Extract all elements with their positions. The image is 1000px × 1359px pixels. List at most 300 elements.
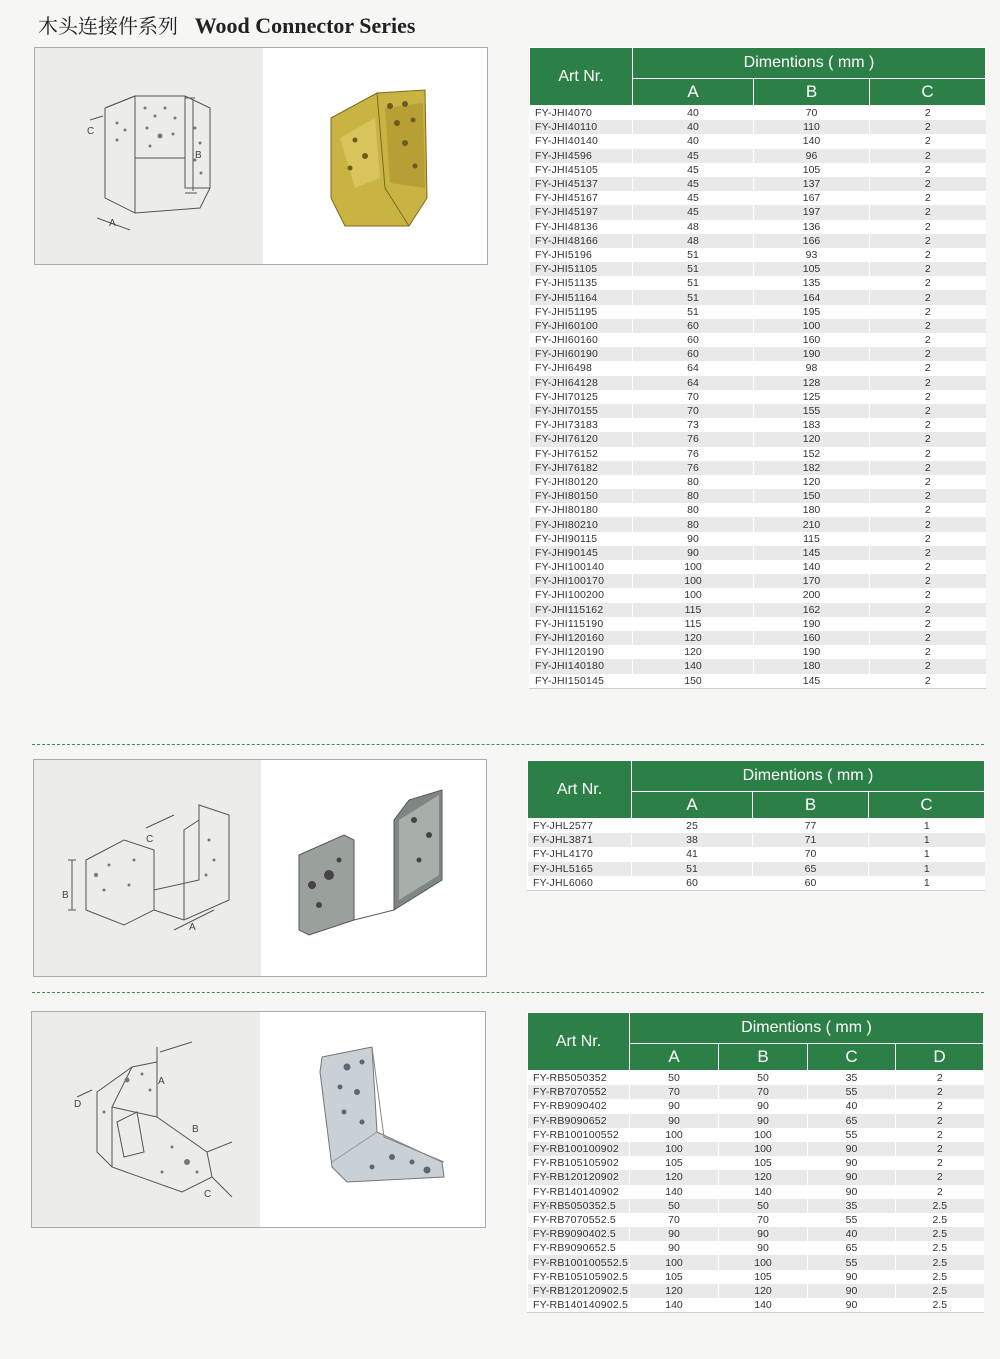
dimension-cell: 2 [870,191,986,205]
dimension-cell: 2 [870,390,986,404]
table-row [530,503,986,517]
page-title [38,10,416,39]
dimension-cell: 64 [633,361,754,375]
dimension-cell: 137 [754,177,870,191]
dimension-cell: 115 [754,532,870,546]
dimension-cell: 90 [808,1298,896,1313]
table-row [530,262,986,276]
dimension-cell: 93 [754,248,870,262]
dimension-cell: 2 [870,617,986,631]
dimension-cell: 90 [808,1270,896,1284]
dimension-cell: 145 [754,546,870,560]
dimensions-header: Dimentions ( mm ) [633,48,986,79]
jhi-label-a: A [109,218,116,229]
dimension-cell: 48 [633,220,754,234]
dimension-cell: 2 [870,631,986,645]
art-nr-header: Art Nr. [530,48,633,106]
dimension-cell: 40 [633,106,754,121]
dimension-cell: 140 [754,560,870,574]
dimension-cell: 105 [630,1270,719,1284]
table-row [528,1128,984,1142]
table-row [528,1213,984,1227]
dimension-cell: 90 [808,1156,896,1170]
dimension-cell: 90 [633,546,754,560]
table-row [530,418,986,432]
art-number-cell: FY-RB5050352 [528,1071,630,1086]
table-row [528,847,985,861]
table-row [530,404,986,418]
dimension-cell: 51 [633,276,754,290]
art-number-cell: FY-JHL6060 [528,876,632,891]
art-number-cell: FY-JHI70125 [530,390,633,404]
table-row [530,546,986,560]
art-number-cell: FY-JHI51195 [530,305,633,319]
dimension-cell: 2.5 [896,1241,984,1255]
dimension-cell: 2 [870,645,986,659]
art-number-cell: FY-RB105105902.5 [528,1270,630,1284]
dimension-cell: 2 [896,1085,984,1099]
dimension-cell: 2 [870,503,986,517]
dimension-cell: 183 [754,418,870,432]
dimension-cell: 2 [870,376,986,390]
table-row [530,177,986,191]
product-panel-jhi [34,47,488,265]
art-number-cell: FY-JHI45105 [530,163,633,177]
rb-label-c: C [204,1189,212,1200]
dimension-cell: 200 [754,588,870,602]
dimension-cell: 2.5 [896,1213,984,1227]
dimension-cell: 51 [633,305,754,319]
art-number-cell: FY-JHI120190 [530,645,633,659]
dimension-cell: 105 [630,1156,719,1170]
dimension-cell: 135 [754,276,870,290]
dimension-cell: 162 [754,603,870,617]
art-number-cell: FY-JHI4596 [530,149,633,163]
table-row [528,1085,984,1099]
dimension-cell: 2 [870,149,986,163]
dimension-cell: 140 [630,1298,719,1313]
dimension-cell: 105 [754,163,870,177]
dimension-cell: 98 [754,361,870,375]
table-row [528,1170,984,1184]
dimension-cell: 210 [754,517,870,531]
dimension-cell: 45 [633,191,754,205]
dimension-cell: 182 [754,461,870,475]
jhl-illustration [34,760,486,976]
table-row [530,205,986,219]
dimension-cell: 90 [630,1099,719,1113]
table-row [530,489,986,503]
dimension-cell: 2 [870,432,986,446]
art-number-cell: FY-RB9090652 [528,1114,630,1128]
dimension-cell: 51 [632,862,753,876]
dimension-cell: 2 [870,546,986,560]
dimension-cell: 80 [633,503,754,517]
jhl-label-a: A [189,922,196,933]
dimension-cell: 55 [808,1128,896,1142]
table-row [528,1227,984,1241]
art-number-cell: FY-RB9090652.5 [528,1241,630,1255]
rb-label-d: D [74,1099,82,1110]
dimension-cell: 167 [754,191,870,205]
dimension-cell: 152 [754,447,870,461]
dimension-cell: 70 [719,1085,808,1099]
table-row [528,1142,984,1156]
dimension-cell: 128 [754,376,870,390]
dimension-cell: 2.5 [896,1284,984,1298]
dimension-cell: 48 [633,234,754,248]
dimension-cell: 90 [719,1114,808,1128]
table-row [528,1114,984,1128]
spec-table-jhi [529,47,986,689]
dimension-cell: 73 [633,418,754,432]
dimension-cell: 2 [870,205,986,219]
table-row [530,276,986,290]
art-number-cell: FY-JHL2577 [528,819,632,834]
table-row [530,461,986,475]
dimension-cell: 2 [870,361,986,375]
dimension-cell: 55 [808,1085,896,1099]
dimension-cell: 60 [633,333,754,347]
dimensions-header: Dimentions ( mm ) [632,761,985,792]
dimensions-header: Dimentions ( mm ) [630,1013,984,1044]
dimension-cell: 2 [870,333,986,347]
col-c-header: C [870,79,986,106]
table-row [530,305,986,319]
dimension-cell: 120 [633,631,754,645]
dimension-cell: 90 [630,1241,719,1255]
dimension-cell: 1 [869,833,985,847]
table-row [530,361,986,375]
dimension-cell: 150 [754,489,870,503]
dimension-cell: 197 [754,205,870,219]
dimension-cell: 90 [633,532,754,546]
table-row [528,1255,984,1269]
dimension-cell: 65 [808,1114,896,1128]
dimension-cell: 2 [870,220,986,234]
section-divider [32,744,984,745]
jhl-label-c: C [146,834,154,845]
dimension-cell: 2 [870,319,986,333]
art-number-cell: FY-JHI45137 [530,177,633,191]
dimension-cell: 70 [630,1085,719,1099]
dimension-cell: 2 [870,163,986,177]
col-b-header: B [753,792,869,819]
title-english: Wood Connector Series [194,13,416,38]
dimension-cell: 76 [633,447,754,461]
dimension-cell: 2.5 [896,1227,984,1241]
art-number-cell: FY-JHI100200 [530,588,633,602]
dimension-cell: 110 [754,120,870,134]
art-number-cell: FY-RB120120902 [528,1170,630,1184]
dimension-cell: 76 [633,432,754,446]
dimension-cell: 2 [870,106,986,121]
dimension-cell: 2.5 [896,1298,984,1313]
dimension-cell: 25 [632,819,753,834]
table-row [530,220,986,234]
art-number-cell: FY-RB120120902.5 [528,1284,630,1298]
table-row [528,1241,984,1255]
dimension-cell: 2 [896,1114,984,1128]
dimension-cell: 140 [719,1298,808,1313]
table-row [530,248,986,262]
table-row [530,120,986,134]
table-row [530,333,986,347]
dimension-cell: 120 [754,475,870,489]
dimension-cell: 2 [896,1142,984,1156]
dimension-cell: 100 [633,588,754,602]
dimension-cell: 90 [719,1227,808,1241]
table-row [530,290,986,304]
table-row [528,1099,984,1113]
dimension-cell: 41 [632,847,753,861]
dimension-cell: 164 [754,290,870,304]
table-row [530,645,986,659]
col-a-header: A [632,792,753,819]
art-number-cell: FY-RB105105902 [528,1156,630,1170]
art-number-cell: FY-JHI73183 [530,418,633,432]
spec-table-jhl [527,760,985,891]
art-number-cell: FY-JHL3871 [528,833,632,847]
art-number-cell: FY-JHI60160 [530,333,633,347]
jhi-label-b: B [195,150,202,161]
art-number-cell: FY-JHI90145 [530,546,633,560]
art-number-cell: FY-RB9090402 [528,1099,630,1113]
art-number-cell: FY-JHI76182 [530,461,633,475]
dimension-cell: 90 [719,1241,808,1255]
dimension-cell: 125 [754,390,870,404]
art-number-cell: FY-JHI76120 [530,432,633,446]
dimension-cell: 115 [633,617,754,631]
dimension-cell: 166 [754,234,870,248]
dimension-cell: 2 [896,1185,984,1199]
art-number-cell: FY-JHI115190 [530,617,633,631]
rb-label-a: A [158,1076,165,1087]
table-row [530,134,986,148]
dimension-cell: 190 [754,347,870,361]
dimension-cell: 2 [870,248,986,262]
table-row [530,163,986,177]
art-number-cell: FY-JHI6498 [530,361,633,375]
dimension-cell: 60 [633,319,754,333]
dimension-cell: 105 [754,262,870,276]
dimension-cell: 120 [719,1170,808,1184]
table-row [528,1298,984,1313]
dimension-cell: 2 [870,120,986,134]
table-row [530,106,986,121]
art-number-cell: FY-JHI51135 [530,276,633,290]
art-number-cell: FY-JHI80180 [530,503,633,517]
table-row [530,574,986,588]
table-row [530,617,986,631]
art-number-cell: FY-RB7070552.5 [528,1213,630,1227]
art-number-cell: FY-RB100100552.5 [528,1255,630,1269]
table-row [528,876,985,891]
art-number-cell: FY-JHI48166 [530,234,633,248]
art-number-cell: FY-RB100100552 [528,1128,630,1142]
table-row [528,819,985,834]
dimension-cell: 136 [754,220,870,234]
table-row [530,432,986,446]
dimension-cell: 50 [630,1199,719,1213]
dimension-cell: 120 [633,645,754,659]
table-row [530,234,986,248]
art-number-cell: FY-RB9090402.5 [528,1227,630,1241]
dimension-cell: 2 [870,305,986,319]
dimension-cell: 115 [633,603,754,617]
table-row [530,376,986,390]
dimension-cell: 40 [808,1099,896,1113]
dimension-cell: 2 [870,603,986,617]
rb-photo [320,1047,444,1182]
dimension-cell: 2 [870,447,986,461]
table-row [530,560,986,574]
dimension-cell: 2.5 [896,1270,984,1284]
dimension-cell: 2.5 [896,1199,984,1213]
table-row [530,347,986,361]
section-divider [32,992,984,993]
dimension-cell: 90 [808,1185,896,1199]
dimension-cell: 120 [630,1170,719,1184]
dimension-cell: 2 [870,404,986,418]
art-number-cell: FY-JHI40140 [530,134,633,148]
dimension-cell: 50 [719,1199,808,1213]
title-chinese: 木头连接件系列 [38,14,178,38]
table-row [528,1199,984,1213]
jhl-label-b: B [62,890,69,901]
dimension-cell: 45 [633,177,754,191]
table-row [528,1071,984,1086]
table-row [530,191,986,205]
dimension-cell: 2 [870,517,986,531]
art-number-cell: FY-JHI70155 [530,404,633,418]
col-c-header: C [808,1044,896,1071]
art-number-cell: FY-RB7070552 [528,1085,630,1099]
table-row [530,659,986,673]
dimension-cell: 51 [633,248,754,262]
jhi-label-c: C [87,126,95,137]
dimension-cell: 145 [754,674,870,689]
table-row [530,588,986,602]
dimension-cell: 35 [808,1199,896,1213]
rb-illustration [32,1012,485,1227]
dimension-cell: 50 [630,1071,719,1086]
art-number-cell: FY-JHI4070 [530,106,633,121]
art-number-cell: FY-JHI51164 [530,290,633,304]
product-panel-jhl [33,759,487,977]
art-number-cell: FY-RB140140902.5 [528,1298,630,1313]
dimension-cell: 120 [719,1284,808,1298]
dimension-cell: 2 [870,475,986,489]
table-row [528,862,985,876]
table-row [528,1284,984,1298]
dimension-cell: 71 [753,833,869,847]
dimension-cell: 100 [633,560,754,574]
col-c-header: C [869,792,985,819]
dimension-cell: 2 [870,674,986,689]
table-row [530,517,986,531]
dimension-cell: 120 [754,432,870,446]
dimension-cell: 35 [808,1071,896,1086]
jhi-illustration [35,48,487,264]
art-number-cell: FY-RB100100902 [528,1142,630,1156]
dimension-cell: 76 [633,461,754,475]
dimension-cell: 55 [808,1255,896,1269]
art-number-cell: FY-JHI60100 [530,319,633,333]
dimension-cell: 2 [870,418,986,432]
col-a-header: A [630,1044,719,1071]
dimension-cell: 180 [754,659,870,673]
art-number-cell: FY-JHI45197 [530,205,633,219]
rb-label-b: B [192,1124,199,1135]
dimension-cell: 170 [754,574,870,588]
art-number-cell: FY-JHI80210 [530,517,633,531]
dimension-cell: 90 [808,1284,896,1298]
dimension-cell: 70 [630,1213,719,1227]
table-row [530,631,986,645]
dimension-cell: 1 [869,847,985,861]
dimension-cell: 96 [754,149,870,163]
dimension-cell: 2 [870,177,986,191]
dimension-cell: 100 [630,1255,719,1269]
table-row [528,1185,984,1199]
spec-table-rb [527,1012,984,1313]
dimension-cell: 2 [870,532,986,546]
dimension-cell: 2 [870,659,986,673]
art-number-cell: FY-JHL5165 [528,862,632,876]
dimension-cell: 45 [633,205,754,219]
dimension-cell: 40 [633,120,754,134]
table-row [528,833,985,847]
dimension-cell: 2 [870,276,986,290]
dimension-cell: 70 [633,404,754,418]
dimension-cell: 2 [870,262,986,276]
art-number-cell: FY-JHI120160 [530,631,633,645]
dimension-cell: 80 [633,489,754,503]
dimension-cell: 2 [870,489,986,503]
table-row [530,532,986,546]
table-row [530,674,986,689]
dimension-cell: 100 [633,574,754,588]
dimension-cell: 155 [754,404,870,418]
dimension-cell: 120 [630,1284,719,1298]
art-number-cell: FY-JHL4170 [528,847,632,861]
dimension-cell: 195 [754,305,870,319]
art-number-cell: FY-JHI115162 [530,603,633,617]
dimension-cell: 40 [633,134,754,148]
art-number-cell: FY-JHI140180 [530,659,633,673]
art-number-cell: FY-JHI100170 [530,574,633,588]
table-row [530,447,986,461]
dimension-cell: 70 [719,1213,808,1227]
art-number-cell: FY-JHI64128 [530,376,633,390]
table-row [530,319,986,333]
dimension-cell: 100 [630,1128,719,1142]
table-row [530,149,986,163]
dimension-cell: 2 [870,234,986,248]
dimension-cell: 140 [754,134,870,148]
dimension-cell: 1 [869,876,985,891]
dimension-cell: 50 [719,1071,808,1086]
dimension-cell: 100 [630,1142,719,1156]
dimension-cell: 77 [753,819,869,834]
art-number-cell: FY-JHI5196 [530,248,633,262]
art-number-cell: FY-JHI60190 [530,347,633,361]
dimension-cell: 190 [754,645,870,659]
dimension-cell: 2 [870,574,986,588]
dimension-cell: 100 [719,1128,808,1142]
dimension-cell: 2 [870,347,986,361]
